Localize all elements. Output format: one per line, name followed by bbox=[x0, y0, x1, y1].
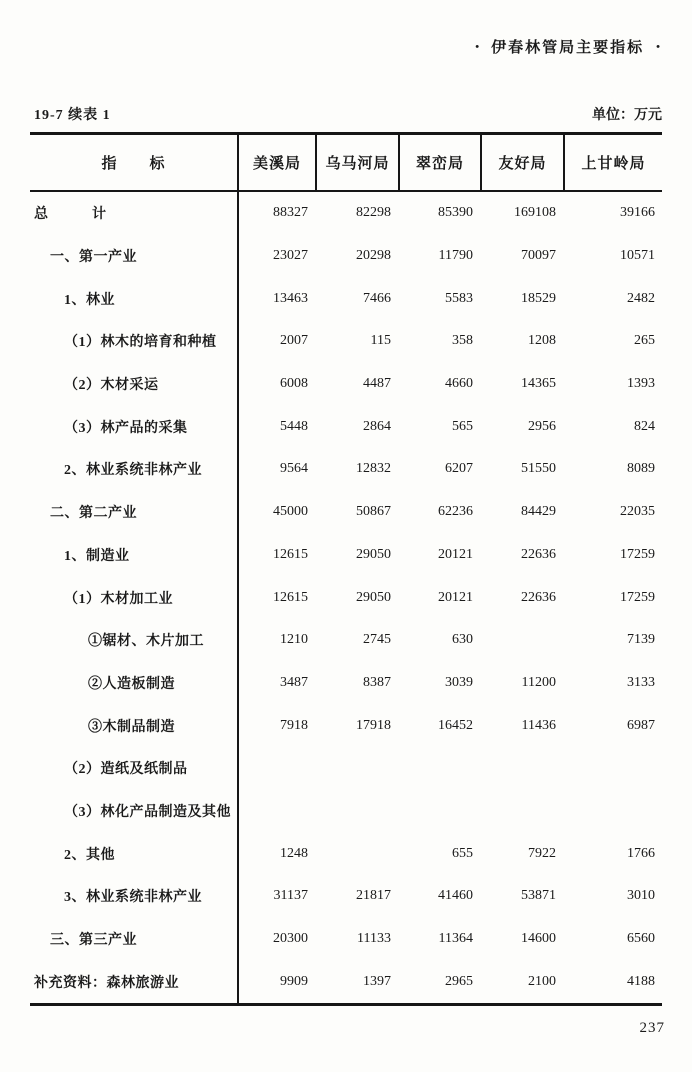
row-value: 5448 bbox=[237, 405, 315, 448]
row-label: （1）林木的培育和种植 bbox=[64, 335, 217, 351]
row-label: 总 计 bbox=[34, 207, 107, 223]
row-value: 6008 bbox=[237, 363, 315, 406]
row-value: 51550 bbox=[521, 461, 556, 477]
row-value: 1393 bbox=[627, 376, 655, 392]
row-value: 41460 bbox=[438, 888, 473, 904]
row-value: 565 bbox=[452, 418, 473, 434]
row-value: 2956 bbox=[528, 418, 556, 434]
row-label: （3）林化产品制造及其他 bbox=[64, 804, 231, 820]
row-value: 45000 bbox=[237, 491, 315, 534]
row-value: 17259 bbox=[620, 589, 655, 605]
row-value: 10571 bbox=[620, 248, 655, 264]
row-value: 2482 bbox=[627, 290, 655, 306]
table-row bbox=[30, 491, 662, 534]
table-row bbox=[30, 747, 662, 790]
row-value: 20121 bbox=[438, 546, 473, 562]
row-value: 88327 bbox=[237, 192, 315, 235]
table-row bbox=[30, 277, 662, 320]
table-row bbox=[30, 790, 662, 833]
row-label: ①锯材、木片加工 bbox=[88, 634, 204, 650]
row-label: （3）林产品的采集 bbox=[64, 420, 188, 436]
row-value: 11364 bbox=[438, 931, 473, 947]
table-number-label: 19-7 续表 1 bbox=[34, 108, 111, 123]
row-value: 3487 bbox=[237, 662, 315, 705]
row-label: ③木制品制造 bbox=[88, 719, 175, 735]
row-value: 1397 bbox=[363, 973, 391, 989]
row-value: 7918 bbox=[237, 704, 315, 747]
page-number: 237 bbox=[639, 1020, 665, 1036]
row-value: 3039 bbox=[445, 674, 473, 690]
row-value: 7922 bbox=[528, 845, 556, 861]
row-value bbox=[237, 790, 315, 833]
row-value: 22636 bbox=[521, 589, 556, 605]
row-value: 53871 bbox=[521, 888, 556, 904]
row-value bbox=[398, 747, 480, 790]
row-value: 2007 bbox=[237, 320, 315, 363]
row-label: 一、第一产业 bbox=[50, 250, 137, 266]
table-row bbox=[30, 918, 662, 961]
table-row bbox=[30, 832, 662, 875]
indicator-table bbox=[30, 132, 662, 1006]
table-header-row bbox=[30, 135, 662, 192]
column-header-cuiluan: 翠峦局 bbox=[398, 135, 480, 190]
row-value: 1208 bbox=[528, 333, 556, 349]
row-value bbox=[315, 747, 398, 790]
row-value: 13463 bbox=[237, 277, 315, 320]
row-value: 22035 bbox=[620, 504, 655, 520]
row-value: 20300 bbox=[237, 918, 315, 961]
row-value: 4660 bbox=[445, 376, 473, 392]
row-value: 1248 bbox=[237, 832, 315, 875]
row-value: 11200 bbox=[521, 674, 556, 690]
row-value: 2864 bbox=[363, 418, 391, 434]
row-value: 84429 bbox=[521, 504, 556, 520]
row-value: 1766 bbox=[627, 845, 655, 861]
table-row bbox=[30, 320, 662, 363]
row-value bbox=[398, 790, 480, 833]
running-head bbox=[475, 36, 660, 57]
row-value: 12615 bbox=[237, 576, 315, 619]
row-value: 8089 bbox=[627, 461, 655, 477]
running-head-title: 伊春林管局主要指标 bbox=[491, 40, 645, 56]
row-value: 21817 bbox=[356, 888, 391, 904]
row-value: 8387 bbox=[363, 674, 391, 690]
row-label: 2、林业系统非林产业 bbox=[64, 463, 202, 479]
row-label: 1、制造业 bbox=[64, 548, 130, 564]
row-value: 655 bbox=[452, 845, 473, 861]
row-value bbox=[480, 619, 563, 662]
row-label: 2、其他 bbox=[64, 847, 115, 863]
column-header-indicator: 指 标 bbox=[101, 156, 166, 172]
row-value: 11133 bbox=[357, 931, 391, 947]
row-value: 29050 bbox=[356, 546, 391, 562]
row-label: 三、第三产业 bbox=[50, 933, 137, 949]
row-value: 82298 bbox=[356, 205, 391, 221]
row-value: 6987 bbox=[627, 717, 655, 733]
row-value: 14365 bbox=[521, 376, 556, 392]
row-value: 7139 bbox=[627, 632, 655, 648]
row-value: 824 bbox=[634, 418, 655, 434]
table-body bbox=[30, 192, 662, 1003]
row-value bbox=[237, 747, 315, 790]
row-value: 85390 bbox=[438, 205, 473, 221]
row-value: 6560 bbox=[627, 931, 655, 947]
row-value: 39166 bbox=[620, 205, 655, 221]
row-value: 2965 bbox=[445, 973, 473, 989]
table-row bbox=[30, 192, 662, 235]
row-label: 补充资料：森林旅游业 bbox=[34, 975, 179, 991]
row-value: 1210 bbox=[237, 619, 315, 662]
column-header-meixi: 美溪局 bbox=[237, 135, 315, 190]
row-value: 2100 bbox=[528, 973, 556, 989]
row-value: 6207 bbox=[445, 461, 473, 477]
row-label: （2）造纸及纸制品 bbox=[64, 762, 188, 778]
table-row bbox=[30, 960, 662, 1003]
running-head-left-dot: • bbox=[475, 40, 480, 53]
row-value: 4487 bbox=[363, 376, 391, 392]
table-row bbox=[30, 875, 662, 918]
row-value bbox=[315, 790, 398, 833]
row-value bbox=[480, 747, 563, 790]
row-value: 3133 bbox=[627, 674, 655, 690]
table-row bbox=[30, 576, 662, 619]
row-value: 12832 bbox=[356, 461, 391, 477]
row-value: 20121 bbox=[438, 589, 473, 605]
row-value: 22636 bbox=[521, 546, 556, 562]
row-value: 358 bbox=[452, 333, 473, 349]
row-label: （1）木材加工业 bbox=[64, 591, 173, 607]
row-label: （2）木材采运 bbox=[64, 378, 159, 394]
row-label: 3、林业系统非林产业 bbox=[64, 890, 202, 906]
column-header-youhao: 友好局 bbox=[480, 135, 563, 190]
table-row bbox=[30, 405, 662, 448]
row-value: 23027 bbox=[237, 235, 315, 278]
row-value: 5583 bbox=[445, 290, 473, 306]
row-value: 265 bbox=[634, 333, 655, 349]
row-value: 115 bbox=[370, 333, 391, 349]
row-value: 29050 bbox=[356, 589, 391, 605]
column-header-shangganling: 上甘岭局 bbox=[563, 135, 662, 190]
row-value: 11790 bbox=[438, 248, 473, 264]
table-row bbox=[30, 448, 662, 491]
row-value: 7466 bbox=[363, 290, 391, 306]
row-value: 4188 bbox=[627, 973, 655, 989]
table-row bbox=[30, 363, 662, 406]
row-value: 11436 bbox=[521, 717, 556, 733]
row-value: 2745 bbox=[363, 632, 391, 648]
unit-label: 单位：万元 bbox=[592, 108, 662, 123]
row-value: 9909 bbox=[237, 960, 315, 1003]
table-row bbox=[30, 704, 662, 747]
row-value: 169108 bbox=[514, 205, 556, 221]
row-label: 二、第二产业 bbox=[50, 506, 137, 522]
row-value: 14600 bbox=[521, 931, 556, 947]
row-label: 1、林业 bbox=[64, 292, 115, 308]
row-value: 70097 bbox=[521, 248, 556, 264]
table-row bbox=[30, 619, 662, 662]
running-head-right-dot: • bbox=[656, 40, 660, 53]
row-value: 12615 bbox=[237, 534, 315, 577]
table-row bbox=[30, 662, 662, 705]
table-row bbox=[30, 235, 662, 278]
row-value: 3010 bbox=[627, 888, 655, 904]
row-value bbox=[563, 790, 662, 833]
column-header-wumahe: 乌马河局 bbox=[315, 135, 398, 190]
row-value: 630 bbox=[452, 632, 473, 648]
row-value: 9564 bbox=[237, 448, 315, 491]
row-value: 50867 bbox=[356, 504, 391, 520]
row-value: 17918 bbox=[356, 717, 391, 733]
row-value: 20298 bbox=[356, 248, 391, 264]
row-value: 31137 bbox=[237, 875, 315, 918]
row-value bbox=[480, 790, 563, 833]
row-value bbox=[563, 747, 662, 790]
row-label: ②人造板制造 bbox=[88, 676, 175, 692]
row-value: 16452 bbox=[438, 717, 473, 733]
row-value: 18529 bbox=[521, 290, 556, 306]
row-value: 62236 bbox=[438, 504, 473, 520]
row-value bbox=[315, 832, 398, 875]
table-row bbox=[30, 534, 662, 577]
row-value: 17259 bbox=[620, 546, 655, 562]
